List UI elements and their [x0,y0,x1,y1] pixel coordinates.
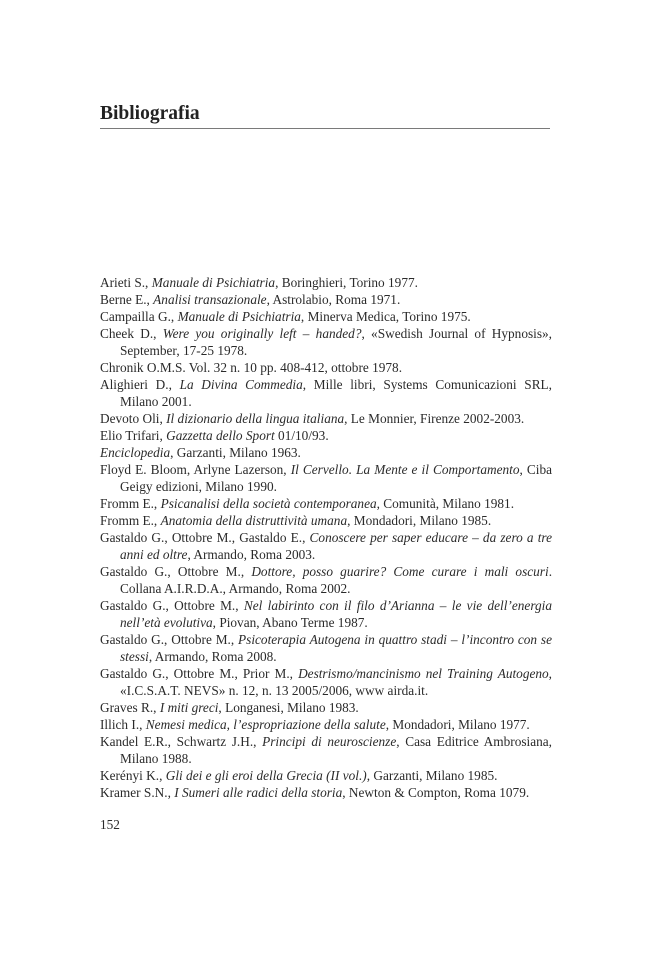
entry-title: I miti greci [159,700,219,715]
entry-text: Alighieri D., [100,377,180,392]
entry-text: , Newton & Compton, Roma 1079. [342,785,530,800]
entry-text: Floyd E. Bloom, Arlyne Lazerson, [100,462,291,477]
entry-text: , Minerva Medica, Torino 1975. [300,309,471,324]
bibliography-entry [100,359,552,376]
entry-text: Fromm E., [100,513,161,528]
entry-title: Enciclopedia [100,445,171,460]
bibliography-entry [100,784,552,801]
entry-text: , Comunità, Milano 1981. [376,496,515,511]
entry-title: Principi di neuroscienze [262,734,397,749]
bibliography-entry [100,291,552,308]
entry-text: Kandel E.R., Schwartz J.H., [100,734,263,749]
bibliography-entry [100,444,552,461]
bibliography-entry [100,563,552,597]
entry-text: Kramer S.N., [100,785,175,800]
bibliography-entry [100,716,552,733]
entry-text: Kerényi K., [100,768,166,783]
entry-text: , Longanesi, Milano 1983. [218,700,359,715]
entry-text: , Garzanti, Milano 1963. [170,445,301,460]
entry-text: Arieti S., [100,275,152,290]
bibliography-entry [100,410,552,427]
entry-text: , «Swedish Journal of Hypnosis», September, 17-25 1978. [120,326,552,358]
entry-text: Graves R., [100,700,160,715]
entry-text: Gastaldo G., Ottobre M., [100,564,252,579]
bibliography-entry [100,376,552,410]
entry-title: Il Cervello. La Mente e il Comportamento [290,462,520,477]
bibliography-entry [100,631,552,665]
entry-title: Conoscere per saper educare – da zero a tre anni ed oltre [120,530,552,562]
entry-title: Analisi transazionale [153,292,267,307]
entry-text: , Boringhieri, Torino 1977. [275,275,418,290]
bibliography-entry [100,427,552,444]
entry-title: Dottore, posso guarire? Come curare i mali oscuri [251,564,549,579]
bibliography-entry [100,325,552,359]
entry-text: . Collana A.I.R.D.A., Armando, Roma 2002. [120,564,553,596]
entry-text: , Casa Editrice Ambrosiana, Milano 1988. [120,734,552,766]
bibliography-entry [100,461,552,495]
bibliography-entry [100,597,552,631]
bibliography-entry [100,733,552,767]
bibliography-entry [100,512,552,529]
entry-text: , Astrolabio, Roma 1971. [266,292,401,307]
entry-title: Were you originally left – handed? [162,326,362,341]
entry-text: Illich I., [100,717,146,732]
entry-title: Anatomia della distruttività umana [160,513,348,528]
entry-title: Manuale di Psichiatria [151,275,276,290]
entry-title: Psicoterapia Autogena in quattro stadi – l’incontro con se stessi [120,632,553,664]
entry-text: , Garzanti, Milano 1985. [366,768,498,783]
entry-text: Devoto Oli, [100,411,167,426]
entry-text: Cheek D., [100,326,163,341]
entry-text: Gastaldo G., Ottobre M., Prior M., [100,666,299,681]
bibliography-entry [100,529,552,563]
entry-text: Elio Trifari, [100,428,167,443]
entry-text: , Armando, Roma 2008. [148,649,277,664]
bibliography-entry [100,665,552,699]
page-title: Bibliografia [100,103,200,124]
entry-text: Gastaldo G., Ottobre M., Gastaldo E., [100,530,310,545]
bibliography-entry [100,699,552,716]
bibliography-entry [100,495,552,512]
entry-title: I Sumeri alle radici della storia [174,785,343,800]
entry-title: Il dizionario della lingua italiana [166,411,345,426]
entry-text: 01/10/93. [274,428,329,443]
entry-text: , Piovan, Abano Terme 1987. [212,615,368,630]
entry-text: , Mondadori, Milano 1977. [385,717,530,732]
entry-title: Nel labirinto con il filo d’Arianna – le vie dell’energia nell’età evolutiva [120,598,552,630]
entry-text: Berne E., [100,292,154,307]
entry-text: , Armando, Roma 2003. [187,547,316,562]
entry-title: La Divina Commedia [179,377,303,392]
bibliography-entry [100,308,552,325]
entry-text: Fromm E., [100,496,161,511]
page-number: 152 [100,817,120,832]
title-underline [100,128,550,129]
entry-text: , Mondadori, Milano 1985. [347,513,492,528]
entry-title: Nemesi medica, l’espropriazione della salute [145,717,386,732]
bibliography-entry [100,767,552,784]
bibliography-list [100,274,552,801]
entry-title: Psicanalisi della società contemporanea [160,496,377,511]
entry-title: Gazzetta dello Sport [166,428,275,443]
entry-text: , Ciba Geigy edizioni, Milano 1990. [120,462,552,494]
entry-title: Gli dei e gli eroi della Grecia (II vol.) [165,768,367,783]
bibliography-entry [100,274,552,291]
entry-text: , «I.C.S.A.T. NEVS» n. 12, n. 13 2005/2006, www airda.it. [120,666,552,698]
entry-text: , Le Monnier, Firenze 2002-2003. [344,411,525,426]
entry-text: Gastaldo G., Ottobre M., [100,598,244,613]
entry-title: Destrismo/mancinismo nel Training Autogeno [298,666,549,681]
entry-title: Manuale di Psichiatria [177,309,301,324]
entry-text: Chronik O.M.S. Vol. 32 n. 10 pp. 408-412, ottobre 1978. [100,360,403,375]
entry-text: Gastaldo G., Ottobre M., [100,632,239,647]
entry-text: Campailla G., [100,309,178,324]
entry-text: , Mille libri, Systems Comunicazioni SRL, Milano 2001. [120,377,553,409]
